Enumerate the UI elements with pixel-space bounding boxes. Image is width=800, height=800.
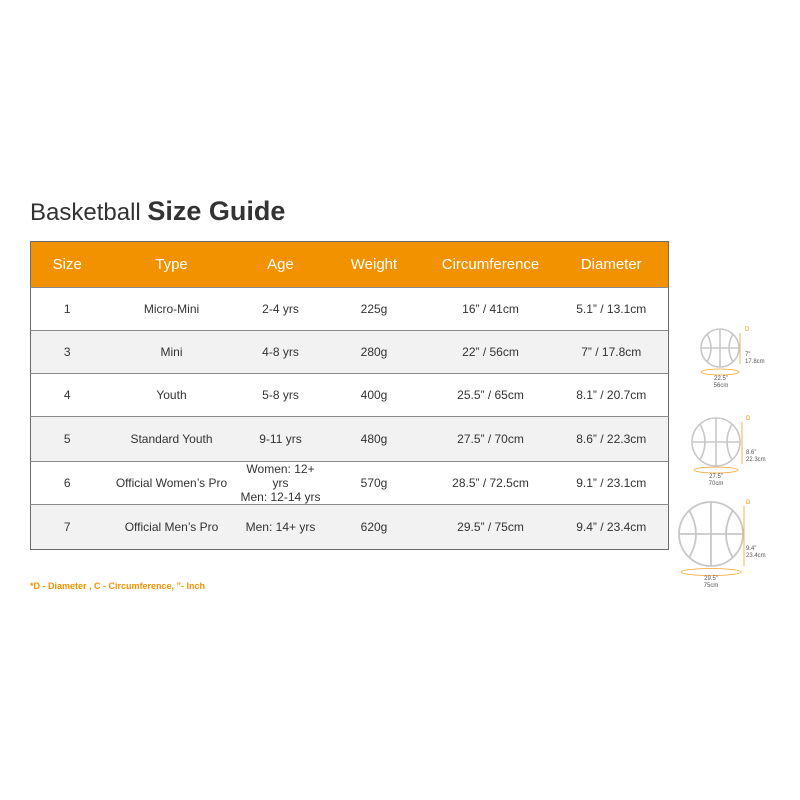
cell-circumference: 22” / 56cm	[427, 331, 555, 374]
cell-age	[240, 417, 322, 462]
title-bold: Size Guide	[147, 196, 286, 226]
cell-diameter: 8.6” / 22.3cm	[555, 417, 669, 462]
cell-circumference: 28.5” / 72.5cm	[427, 462, 555, 505]
cell-size: 5	[31, 417, 104, 462]
header-age: Age	[240, 242, 322, 288]
cell-age	[240, 374, 322, 417]
d-marker: D	[746, 500, 751, 506]
cell-size: 7	[31, 505, 104, 550]
table-row	[31, 374, 669, 417]
basketball-icon	[676, 496, 794, 596]
cell-circumference: 16” / 41cm	[427, 288, 555, 331]
circumference-label: 27.5” 70cm	[708, 474, 724, 487]
age-line: 9-11 yrs	[259, 432, 302, 446]
header-circumference: Circumference	[427, 242, 555, 288]
cell-weight: 225g	[322, 288, 427, 331]
cell-weight: 400g	[322, 374, 427, 417]
cell-age	[240, 288, 322, 331]
age-line: Men: 12-14 yrs	[240, 490, 321, 504]
cell-size: 3	[31, 331, 104, 374]
circumference-label: 22.5” 56cm	[713, 376, 729, 389]
cell-size: 6	[31, 462, 104, 505]
circumference-label: 29.5” 75cm	[703, 576, 719, 589]
d-marker: D	[746, 416, 751, 422]
cell-weight: 480g	[322, 417, 427, 462]
title-light: Basketball	[30, 199, 141, 226]
cell-weight: 570g	[322, 462, 427, 505]
header-diameter: Diameter	[555, 242, 669, 288]
age-line: 5-8 yrs	[262, 388, 299, 402]
diameter-label: 7” 17.8cm	[745, 352, 765, 365]
cell-circumference: 29.5” / 75cm	[427, 505, 555, 550]
ball-figure-large	[676, 496, 794, 596]
page-title	[30, 196, 285, 227]
age-line: Women: 12+ yrs	[246, 462, 315, 490]
d-marker: D	[745, 327, 750, 333]
cell-diameter: 9.1” / 23.1cm	[555, 462, 669, 505]
header-type: Type	[104, 242, 240, 288]
cell-circumference: 25.5” / 65cm	[427, 374, 555, 417]
age-line: Men: 14+ yrs	[245, 520, 316, 534]
cell-size: 4	[31, 374, 104, 417]
cell-diameter: 9.4” / 23.4cm	[555, 505, 669, 550]
cell-diameter: 5.1” / 13.1cm	[555, 288, 669, 331]
cell-age	[240, 331, 322, 374]
ball-figure-medium	[690, 412, 790, 494]
table-row	[31, 288, 669, 331]
cell-type: Micro-Mini	[104, 288, 240, 331]
legend-footnote: *D - Diameter , C - Circumference, ”- Inch	[30, 581, 206, 591]
age-line: 4-8 yrs	[262, 345, 299, 359]
cell-size: 1	[31, 288, 104, 331]
cell-circumference: 27.5” / 70cm	[427, 417, 555, 462]
size-table	[30, 241, 669, 550]
cell-weight: 280g	[322, 331, 427, 374]
cell-age	[240, 505, 322, 550]
cell-type: Official Women’s Pro	[104, 462, 240, 505]
cell-type: Standard Youth	[104, 417, 240, 462]
diameter-label: 8.6” 22.3cm	[746, 450, 766, 463]
cell-type: Youth	[104, 374, 240, 417]
table-row	[31, 505, 669, 550]
cell-weight: 620g	[322, 505, 427, 550]
ball-figure-small	[698, 322, 788, 397]
cell-diameter: 7” / 17.8cm	[555, 331, 669, 374]
header-weight: Weight	[322, 242, 427, 288]
cell-age	[240, 462, 322, 505]
table-header-row	[31, 242, 669, 288]
cell-diameter: 8.1” / 20.7cm	[555, 374, 669, 417]
table-row	[31, 331, 669, 374]
header-size: Size	[31, 242, 104, 288]
diameter-label: 9.4” 23.4cm	[746, 546, 766, 559]
cell-type: Mini	[104, 331, 240, 374]
table-row	[31, 417, 669, 462]
age-line: 2-4 yrs	[262, 302, 299, 316]
table-row	[31, 462, 669, 505]
cell-type: Official Men’s Pro	[104, 505, 240, 550]
